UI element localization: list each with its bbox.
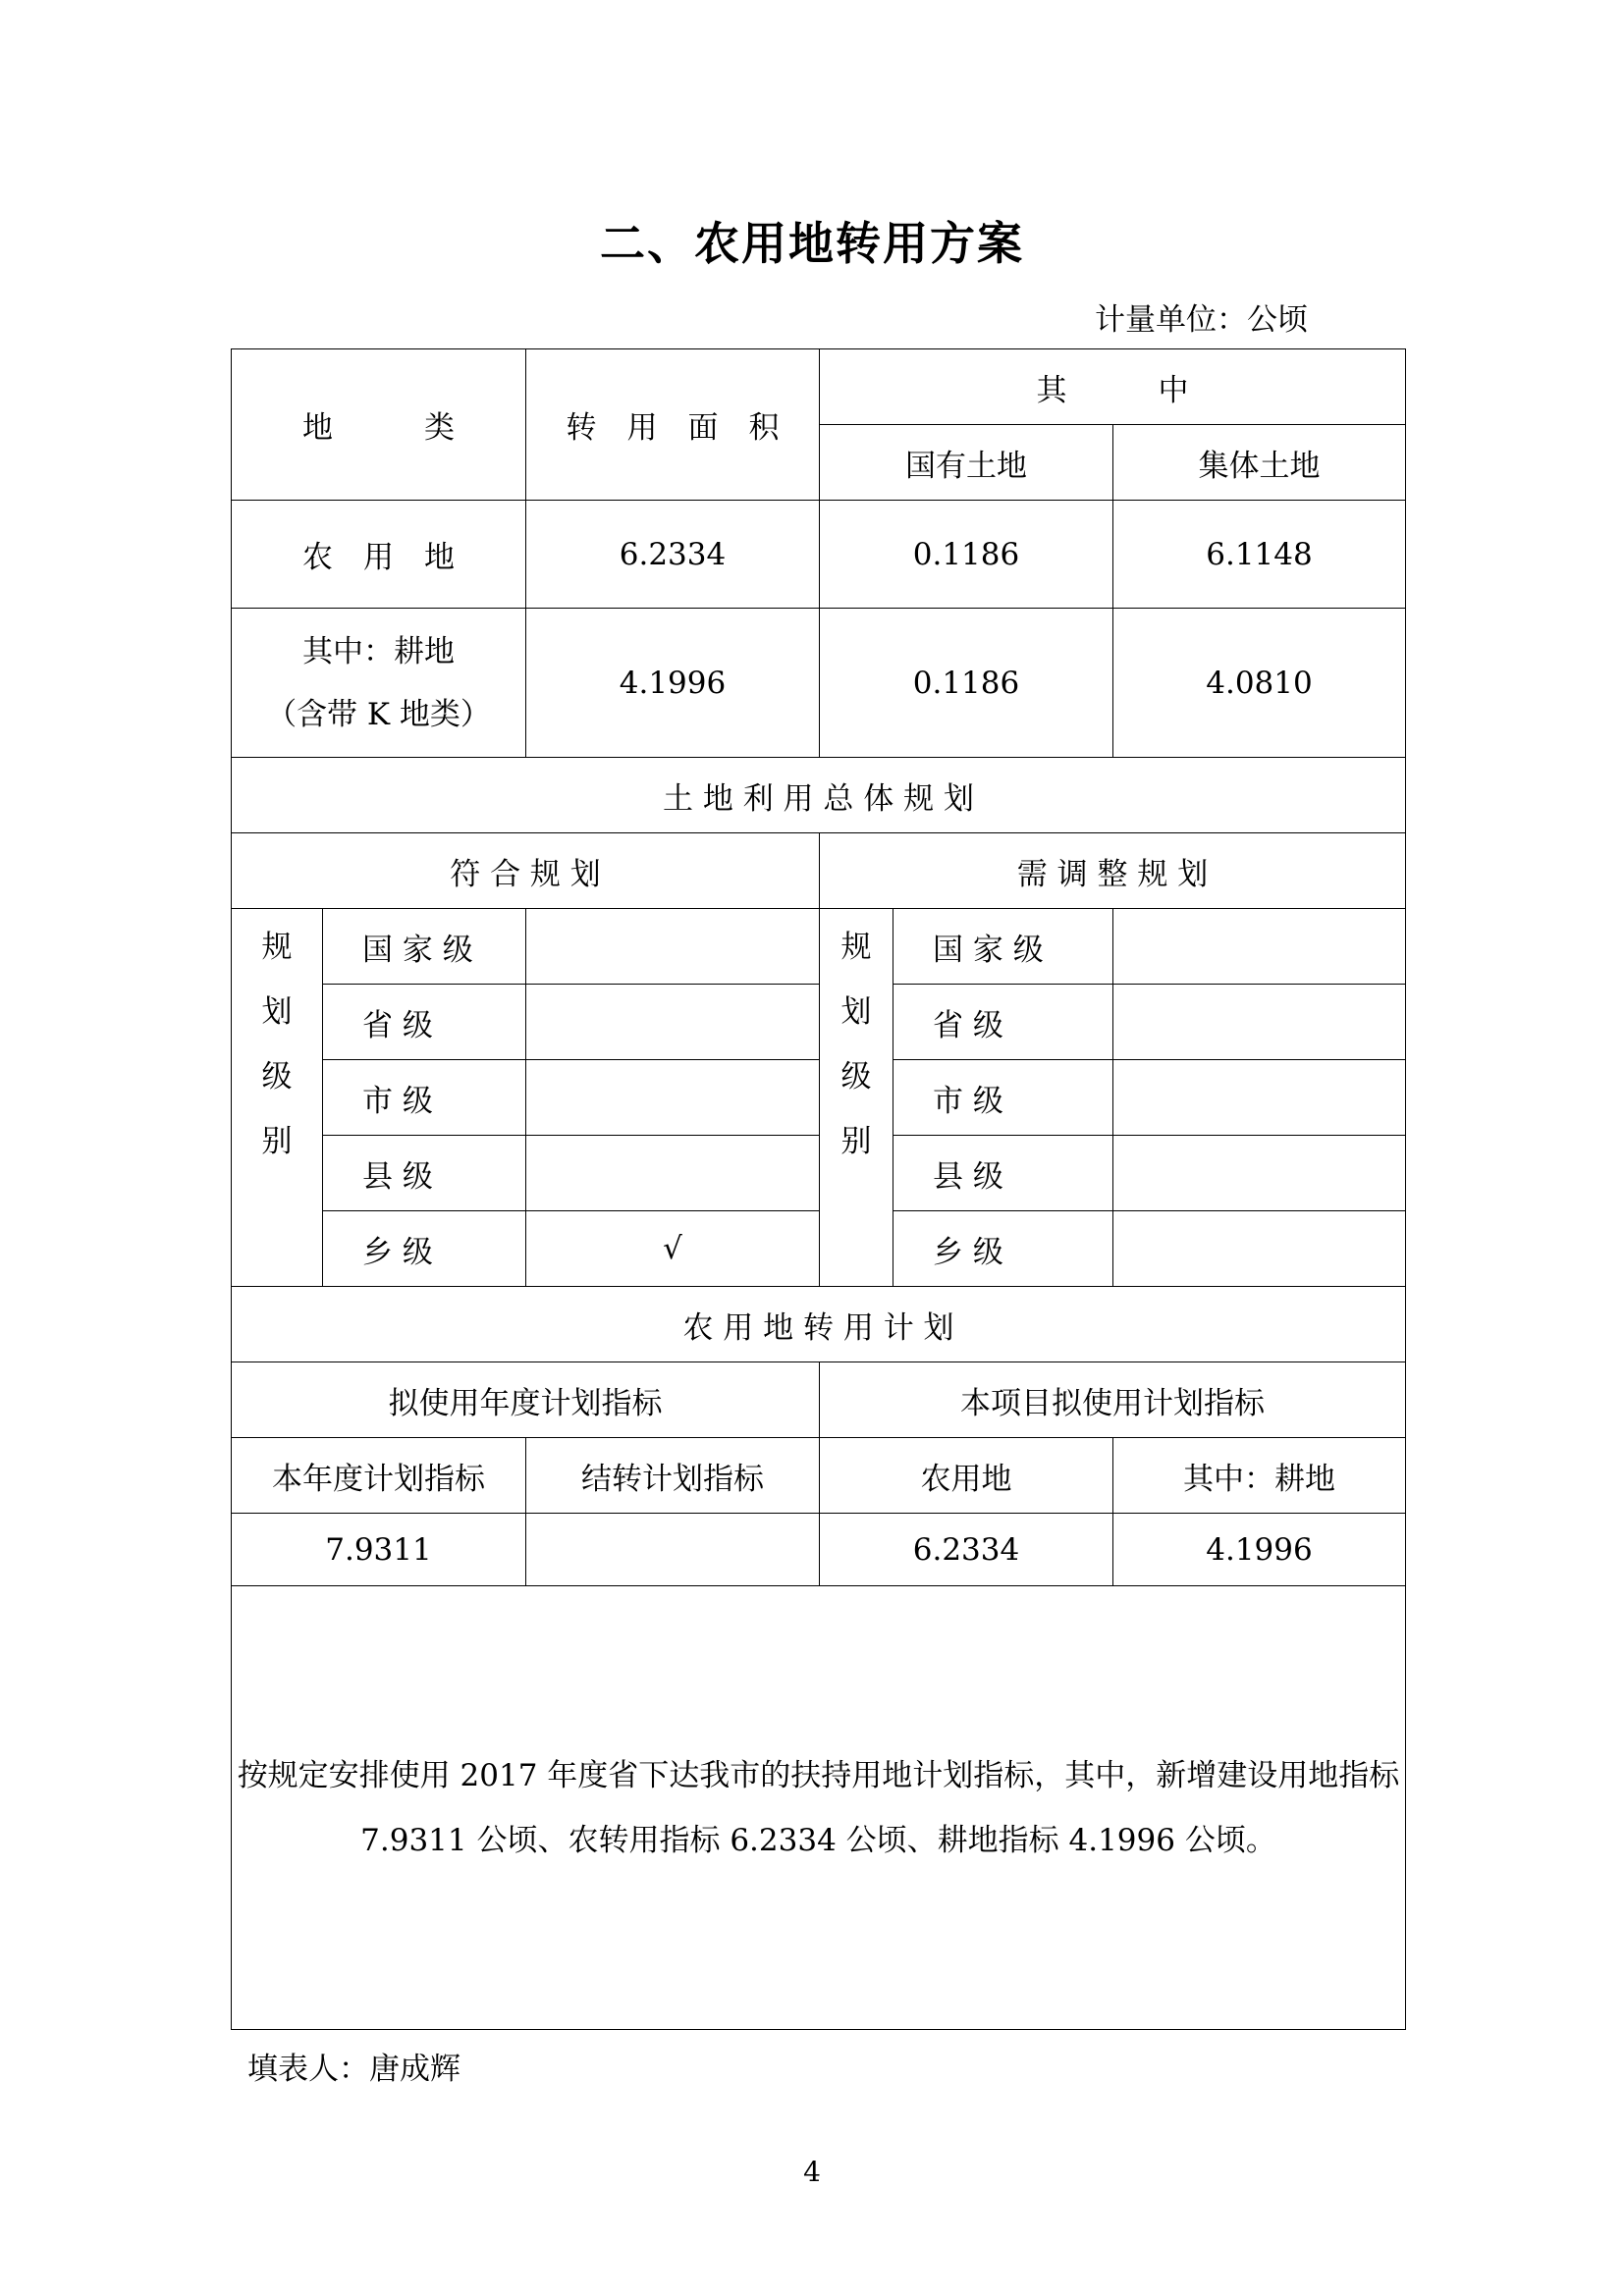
- level-char-1: 规: [840, 930, 872, 965]
- level-char-4: 别: [840, 1124, 872, 1159]
- adjust-level-county: 县 级: [893, 1136, 1113, 1211]
- carry-over-value: [526, 1514, 820, 1586]
- level-char-1: 规: [261, 930, 293, 965]
- farm-land-value: 6.2334: [820, 1514, 1113, 1586]
- conform-mark-province: [526, 985, 820, 1060]
- row-arable-label-line1: 其中：耕地: [302, 633, 455, 669]
- level-char-4: 别: [261, 1124, 293, 1159]
- header-area: 转 用 面 积: [526, 349, 820, 501]
- conform-level-national: 国 家 级: [323, 909, 526, 985]
- this-year-header: 本年度计划指标: [232, 1438, 526, 1514]
- land-conversion-table: [231, 348, 1406, 2030]
- header-collective-land: 集体土地: [1113, 425, 1406, 501]
- planning-adjust-header: 需 调 整 规 划: [820, 833, 1406, 909]
- annual-index-header: 拟使用年度计划指标: [232, 1362, 820, 1438]
- row-farmland-label: 农 用 地: [232, 501, 526, 609]
- this-year-value: 7.9311: [232, 1514, 526, 1586]
- row-arable-state: 0.1186: [820, 609, 1113, 758]
- farm-land-header: 农用地: [820, 1438, 1113, 1514]
- conform-level-city: 市 级: [323, 1060, 526, 1136]
- header-of-which: 其 中: [820, 349, 1406, 425]
- carry-over-header: 结转计划指标: [526, 1438, 820, 1514]
- note-text: 按规定安排使用 2017 年度省下达我市的扶持用地计划指标，其中，新增建设用地指标 7.9311 公顷、农转用指标 6.2334 公顷、耕地指标 4.1996 公顷。: [232, 1586, 1406, 2030]
- conform-mark-township: √: [526, 1211, 820, 1287]
- conform-level-province: 省 级: [323, 985, 526, 1060]
- adjust-level-label: [820, 909, 893, 1287]
- adjust-mark-national: [1113, 909, 1406, 985]
- arable-value: 4.1996: [1113, 1514, 1406, 1586]
- row-farmland-area: 6.2334: [526, 501, 820, 609]
- form-filler: 填表人：唐成辉: [247, 2052, 460, 2087]
- adjust-level-national: 国 家 级: [893, 909, 1113, 985]
- planning-section-title: 土 地 利 用 总 体 规 划: [232, 758, 1406, 833]
- adjust-mark-county: [1113, 1136, 1406, 1211]
- conform-level-county: 县 级: [323, 1136, 526, 1211]
- adjust-mark-province: [1113, 985, 1406, 1060]
- row-farmland-collective: 6.1148: [1113, 501, 1406, 609]
- planning-conform-header: 符 合 规 划: [232, 833, 820, 909]
- row-arable-label-line2: （含带 K 地类）: [266, 696, 491, 732]
- header-state-land: 国有土地: [820, 425, 1113, 501]
- conversion-section-title: 农 用 地 转 用 计 划: [232, 1287, 1406, 1362]
- level-char-3: 级: [840, 1059, 872, 1095]
- row-arable-collective: 4.0810: [1113, 609, 1406, 758]
- header-land-type: 地 类: [232, 349, 526, 501]
- adjust-level-township: 乡 级: [893, 1211, 1113, 1287]
- conform-mark-national: [526, 909, 820, 985]
- adjust-mark-township: [1113, 1211, 1406, 1287]
- row-arable-area: 4.1996: [526, 609, 820, 758]
- level-char-2: 划: [840, 994, 872, 1030]
- conform-level-label: [232, 909, 323, 1287]
- page-title: 二、农用地转用方案: [600, 217, 1024, 270]
- conform-mark-city: [526, 1060, 820, 1136]
- adjust-level-province: 省 级: [893, 985, 1113, 1060]
- project-index-header: 本项目拟使用计划指标: [820, 1362, 1406, 1438]
- adjust-level-city: 市 级: [893, 1060, 1113, 1136]
- conform-level-township: 乡 级: [323, 1211, 526, 1287]
- adjust-mark-city: [1113, 1060, 1406, 1136]
- page-number: 4: [803, 2156, 821, 2188]
- conform-mark-county: [526, 1136, 820, 1211]
- level-char-2: 划: [261, 994, 293, 1030]
- arable-header: 其中：耕地: [1113, 1438, 1406, 1514]
- level-char-3: 级: [261, 1059, 293, 1095]
- unit-label: 计量单位：公顷: [1095, 302, 1308, 338]
- row-farmland-state: 0.1186: [820, 501, 1113, 609]
- row-arable-label: [232, 609, 526, 758]
